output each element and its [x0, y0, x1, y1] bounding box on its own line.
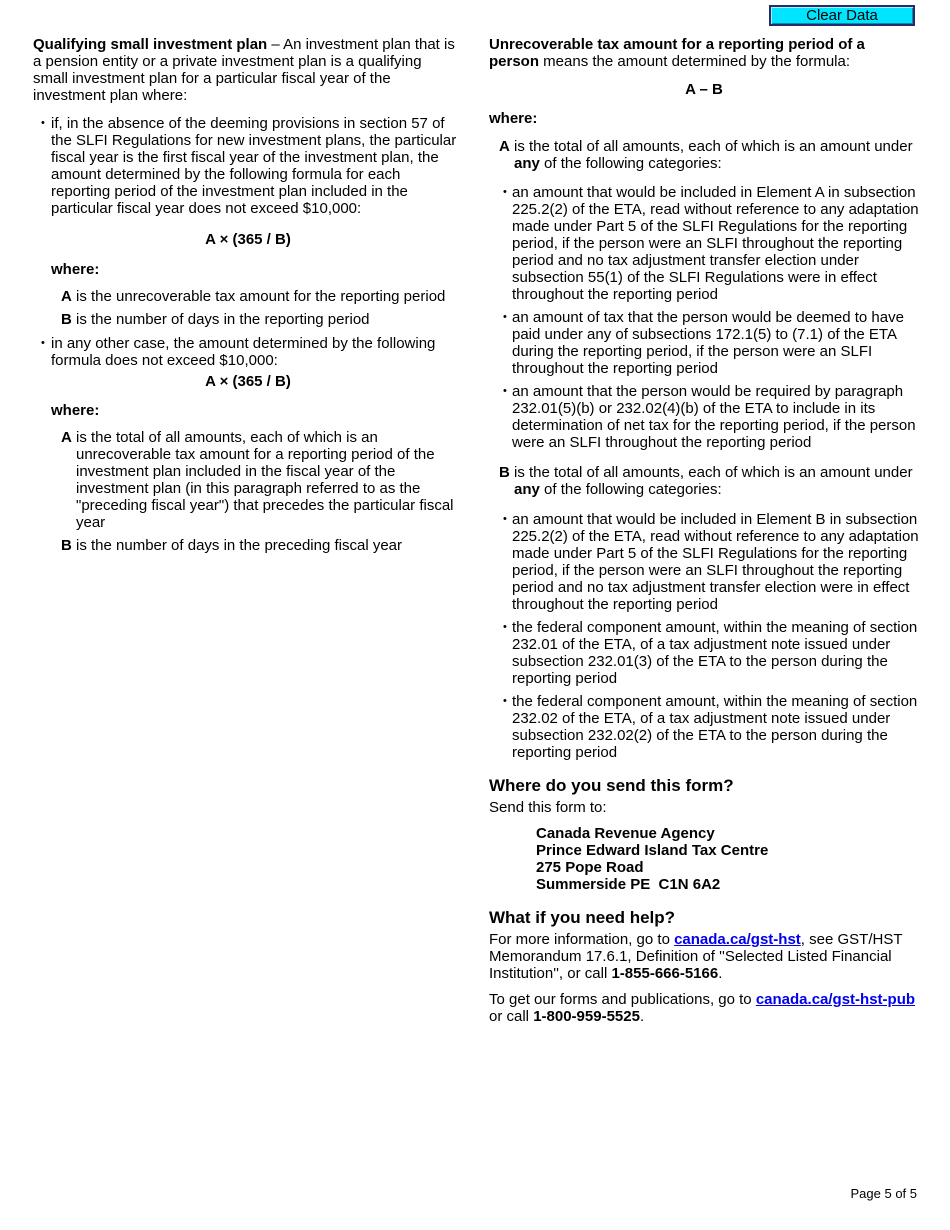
forms-phone: 1-800-959-5525	[533, 1008, 640, 1025]
bullet-text: in any other case, the amount determined by the following formula does not exceed $10,000:	[51, 335, 436, 369]
definition-letter: A	[61, 288, 72, 305]
formula: A × (365 / B)	[205, 373, 291, 390]
list-item	[494, 184, 919, 303]
bullet-icon: •	[503, 385, 507, 397]
formula: A × (365 / B)	[205, 231, 291, 248]
definition-letter: B	[61, 311, 72, 328]
uta-intro: means the amount determined by the formula:	[539, 53, 851, 70]
uta-definition	[489, 36, 919, 70]
gst-hst-link[interactable]: canada.ca/gst-hst	[674, 931, 801, 948]
send-intro: Send this form to:	[489, 799, 607, 816]
bullet-icon: •	[503, 186, 507, 198]
list-item	[494, 383, 919, 451]
forms-text: .	[639, 1008, 645, 1025]
where-label: where:	[51, 402, 100, 419]
definition-text-post: of the following categories:	[539, 155, 722, 172]
bullet-icon: •	[503, 695, 507, 707]
forms-text: or call	[489, 1008, 534, 1025]
definition-text-pre: is the total of all amounts, each of which is an amount under	[514, 138, 913, 155]
list-item	[494, 693, 919, 761]
definition-letter: B	[61, 537, 72, 554]
help-text: , see GST/HST Memorandum 17.6.1, Definition of ''Selected Listed Financial Institution'', or call	[489, 931, 903, 982]
bullet-text: an amount that would be included in Element A in subsection 225.2(2) of the ETA, read without reference to any adaptation made under Part 5 of the SLFI Regulations for the reporting period, if the person were an SLFI throughout the reporting period and no tax adjustment transfer election under subsection 55(1) of the SLFI Regulations were in effect throughout the reporting period	[512, 184, 919, 303]
address-line: Canada Revenue Agency	[536, 825, 715, 842]
definition-letter: B	[499, 464, 510, 481]
bullet-icon: •	[503, 621, 507, 633]
address-line: Prince Edward Island Tax Centre	[536, 842, 769, 859]
help-heading: What if you need help?	[489, 908, 676, 927]
bullet-text: if, in the absence of the deeming provisions in section 57 of the SLFI Regulations for new investment plans, the particular fiscal year is the first fiscal year of the investment plan, the amount determined by the following formula for each reporting period of the investment plan included in the particular fiscal year does not exceed $10,000:	[51, 115, 457, 217]
definition-letter: A	[499, 138, 510, 155]
bullet-icon: •	[41, 117, 45, 129]
definition-a	[61, 288, 463, 305]
bullet-icon: •	[41, 337, 45, 349]
send-heading: Where do you send this form?	[489, 776, 734, 795]
definition-b	[499, 464, 919, 498]
bullet-icon: •	[503, 513, 507, 525]
clear-data-button[interactable]: Clear Data	[769, 5, 915, 26]
mailing-address	[489, 825, 919, 893]
bullet-text: the federal component amount, within the meaning of section 232.01 of the ETA, of a tax adjustment note issued under subsection 232.01(3) of the ETA to the person during the reporting period	[512, 619, 918, 687]
help-text: For more information, go to	[489, 931, 675, 948]
list-item	[33, 335, 463, 369]
qsip-definition	[33, 36, 458, 104]
qsip-term: Qualifying small investment plan	[33, 36, 268, 53]
definition-b	[61, 537, 463, 554]
definition-text: is the number of days in the preceding fiscal year	[76, 537, 403, 554]
bullet-text: an amount of tax that the person would be deemed to have paid under any of subsections 172.1(5) to (7.1) of the ETA during the reporting period, if the person were an SLFI throughout the reporting period	[512, 309, 904, 377]
list-item	[494, 619, 919, 687]
list-item	[33, 115, 463, 217]
help-text: .	[718, 965, 723, 982]
address-line: Summerside PE C1N 6A2	[536, 876, 721, 893]
left-column	[33, 36, 463, 554]
formula: A – B	[685, 81, 723, 98]
help-paragraph	[489, 931, 919, 982]
list-item	[494, 511, 919, 613]
list-item	[494, 309, 919, 377]
forms-paragraph	[489, 991, 919, 1025]
qsip-intro: – An investment plan that is a pension entity or a private investment plan is a qualifying small investment plan for a particular fiscal year of the investment plan where:	[33, 36, 455, 104]
definition-a	[499, 138, 919, 172]
uta-term: Unrecoverable tax amount for a reporting period of a person	[489, 36, 865, 70]
help-phone: 1-855-666-5166	[611, 965, 719, 982]
right-column	[489, 36, 919, 1025]
page-number: Page 5 of 5	[850, 1186, 917, 1201]
where-label: where:	[489, 110, 538, 127]
definition-emphasis: any	[514, 481, 540, 498]
definition-text: is the total of all amounts, each of which is an unrecoverable tax amount for a reporting period of the investment plan included in the fiscal year of the investment plan (in this paragraph referred to as the "preceding fiscal year") that precedes the particular fiscal year	[76, 429, 454, 531]
where-label: where:	[51, 261, 100, 278]
forms-text: To get our forms and publications, go to	[489, 991, 756, 1008]
bullet-text: an amount that the person would be required by paragraph 232.01(5)(b) or 232.02(4)(b) of the ETA to include in its determination of net tax for the reporting period, if the person were an SLFI throughout the reporting period	[512, 383, 916, 451]
definition-a	[61, 429, 463, 531]
definition-text: is the unrecoverable tax amount for the reporting period	[76, 288, 446, 305]
definition-emphasis: any	[514, 155, 540, 172]
definition-text: is the number of days in the reporting period	[76, 311, 370, 328]
address-line: 275 Pope Road	[536, 859, 644, 876]
definition-letter: A	[61, 429, 72, 446]
bullet-text: an amount that would be included in Element B in subsection 225.2(2) of the ETA, read without reference to any adaptation made under Part 5 of the SLFI Regulations for the reporting period, if the person were an SLFI throughout the reporting period and no tax adjustment transfer election were in effect throughout the reporting period	[512, 511, 919, 613]
definition-text-post: of the following categories:	[539, 481, 722, 498]
gst-hst-pub-link[interactable]: canada.ca/gst-hst-pub	[755, 991, 916, 1008]
definition-b	[61, 311, 463, 328]
bullet-text: the federal component amount, within the meaning of section 232.02 of the ETA, of a tax adjustment note issued under subsection 232.02(2) of the ETA to the person during the reporting period	[512, 693, 918, 761]
bullet-icon: •	[503, 311, 507, 323]
definition-text-pre: is the total of all amounts, each of which is an amount under	[514, 464, 913, 481]
